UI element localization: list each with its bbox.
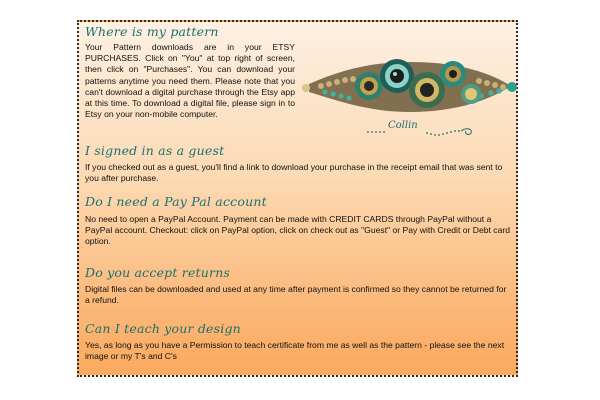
text-teach-design: Yes, as long as you have a Permission to teach certificate from me as well as the pattern - please see the next image or my T's and C's: [85, 340, 505, 362]
signature: [365, 121, 485, 139]
signature-swirl-icon: [365, 121, 485, 139]
faq-card: [77, 20, 518, 377]
heading-accept-returns: Do you accept returns: [85, 265, 231, 280]
heading-signed-in-as-guest: I signed in as a guest: [85, 143, 225, 158]
text-signed-in-as-guest: If you checked out as a guest, you'll find a link to download your purchase in the receipt email that was sent to you after purchase.: [85, 162, 503, 184]
heading-paypal-account: Do I need a Pay Pal account: [85, 194, 267, 209]
text-accept-returns: Digital files can be downloaded and used at any time after payment is confirmed so they cannot be returned for a refund.: [85, 284, 507, 306]
bracelet-image: [301, 40, 519, 132]
signature-text: Collin: [388, 120, 418, 131]
text-paypal-account: No need to open a PayPal Account. Payment can be made with CREDIT CARDS through PayPal without a PayPal account. Checkout: click on PayPal option, click on check out as "Guest" or Pay with Credit or Debt card option.: [85, 214, 511, 247]
heading-where-is-my-pattern: Where is my pattern: [85, 24, 219, 39]
heading-teach-design: Can I teach your design: [85, 321, 241, 336]
text-where-is-my-pattern: Your Pattern downloads are in your ETSY PURCHASES. Click on "You" at top right of screen, then click on "Purchases". You can download your patterns anytime you need them. Please note that you can't download a digital purchase through the Etsy app at this time. To download a digital file, please sign in to Etsy on your non-mobile computer.: [85, 42, 295, 120]
